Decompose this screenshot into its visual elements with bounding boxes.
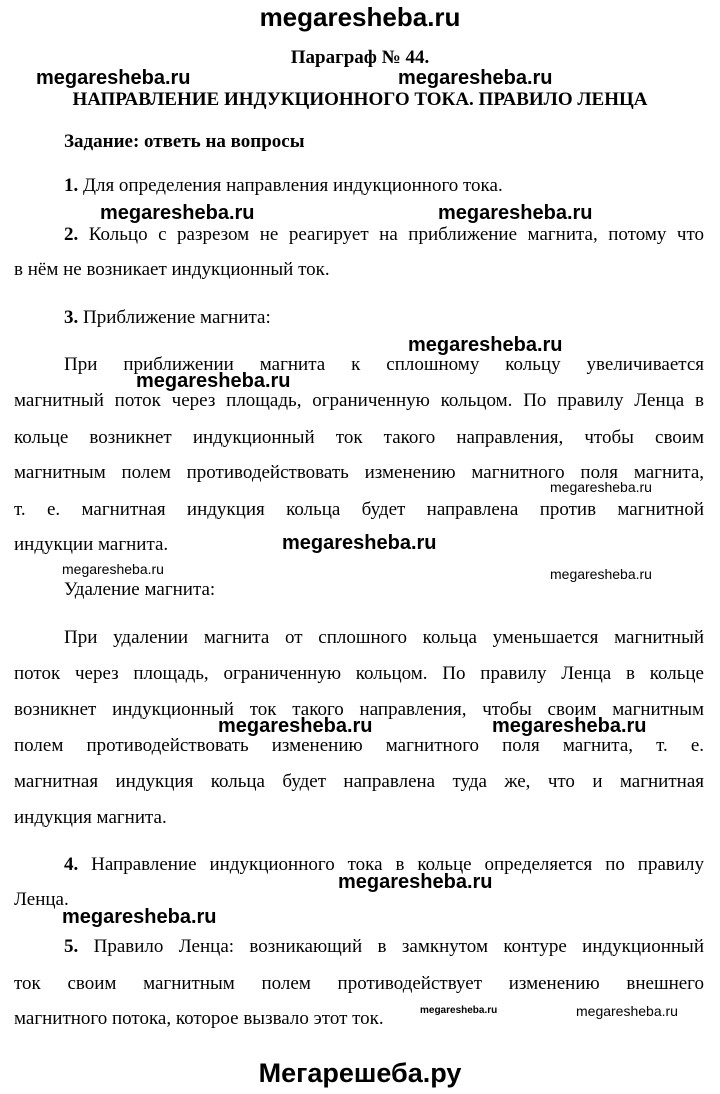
watermark: megaresheba.ru — [550, 479, 652, 495]
approach-paragraph-line-2: магнитный поток через площадь, ограниченную кольцом. По правилу Ленца в — [14, 390, 704, 411]
answer-5-number: 5. — [64, 936, 79, 957]
watermark: megaresheba.ru — [36, 67, 191, 89]
watermark: megaresheba.ru — [408, 334, 563, 356]
answer-1 — [14, 174, 704, 198]
paragraph-number: Параграф № 44. — [290, 47, 430, 68]
removal-paragraph-line-5: магнитная индукция кольца будет направлена туда же, что и магнитная — [14, 771, 704, 792]
watermark: megaresheba.ru — [338, 871, 493, 893]
approach-paragraph-line-1: При приближении магнита к сплошному кольцу увеличивается — [64, 354, 704, 375]
watermark: megaresheba.ru — [136, 370, 291, 392]
removal-paragraph-line-2: поток через площадь, ограниченную кольцом. По правилу Ленца в кольце — [14, 663, 704, 684]
watermark: megaresheba.ru — [420, 1005, 498, 1016]
answer-1-number: 1. — [64, 175, 79, 196]
watermark: megaresheba.ru — [398, 67, 553, 89]
answer-5-line-2: ток своим магнитным полем противодействует изменению внешнего — [14, 973, 704, 994]
approach-paragraph-line-5: т. е. магнитная индукция кольца будет направлена против магнитной — [14, 499, 704, 520]
page-title: НАПРАВЛЕНИЕ ИНДУКЦИОННОГО ТОКА. ПРАВИЛО ЛЕНЦА — [72, 89, 648, 110]
answer-2-line-2: в нём не возникает индукционный ток. — [14, 259, 330, 280]
answer-4-text: Направление индукционного тока в кольце определяется по правилу — [91, 854, 704, 875]
site-footer: Мегарешеба.ру — [258, 1058, 462, 1088]
approach-paragraph-line-3: кольце возникнет индукционный ток такого направления, чтобы своим — [14, 427, 704, 448]
task-heading: Задание: ответь на вопросы — [64, 131, 305, 152]
watermark: megaresheba.ru — [62, 561, 164, 577]
answer-1-text: Для определения направления индукционного тока. — [83, 175, 503, 196]
answer-4-line-2: Ленца. — [14, 889, 69, 910]
removal-paragraph-line-6: индукция магнита. — [14, 807, 167, 828]
answer-5-text: Правило Ленца: возникающий в замкнутом контуре индукционный — [93, 936, 704, 957]
removal-paragraph-line-4: полем противодействовать изменению магнитного поля магнита, т. е. — [14, 735, 704, 756]
approach-paragraph-line-4: магнитным полем противодействовать изменению магнитного поля магнита, — [14, 462, 704, 483]
answer-2-line-1 — [64, 223, 704, 247]
removal-paragraph-line-3: возникнет индукционный ток такого направления, чтобы своим магнитным — [14, 699, 704, 720]
removal-paragraph-line-1: При удалении магнита от сплошного кольца уменьшается магнитный — [64, 627, 704, 648]
watermark: megaresheba.ru — [492, 715, 647, 737]
answer-5-line-1 — [64, 935, 704, 959]
answer-4-number: 4. — [64, 854, 79, 875]
watermark: megaresheba.ru — [550, 566, 652, 582]
answer-3-number: 3. — [64, 307, 79, 328]
watermark: megaresheba.ru — [100, 202, 255, 224]
watermark: megaresheba.ru — [438, 202, 593, 224]
answer-3-text: Приближение магнита: — [83, 307, 271, 328]
watermark: megaresheba.ru — [62, 906, 217, 928]
answer-2-text: Кольцо с разрезом не реагирует на приближение магнита, потому что — [88, 224, 705, 245]
site-header: megaresheba.ru — [259, 2, 461, 32]
answer-2-number: 2. — [64, 224, 79, 245]
approach-paragraph-line-6: индукции магнита. — [14, 534, 169, 555]
watermark: megaresheba.ru — [218, 715, 373, 737]
watermark: megaresheba.ru — [576, 1003, 678, 1019]
answer-3 — [64, 306, 704, 330]
removal-heading: Удаление магнита: — [64, 579, 216, 600]
watermark: megaresheba.ru — [282, 532, 437, 554]
answer-5-line-3: магнитного потока, которое вызвало этот ток. — [14, 1008, 384, 1029]
